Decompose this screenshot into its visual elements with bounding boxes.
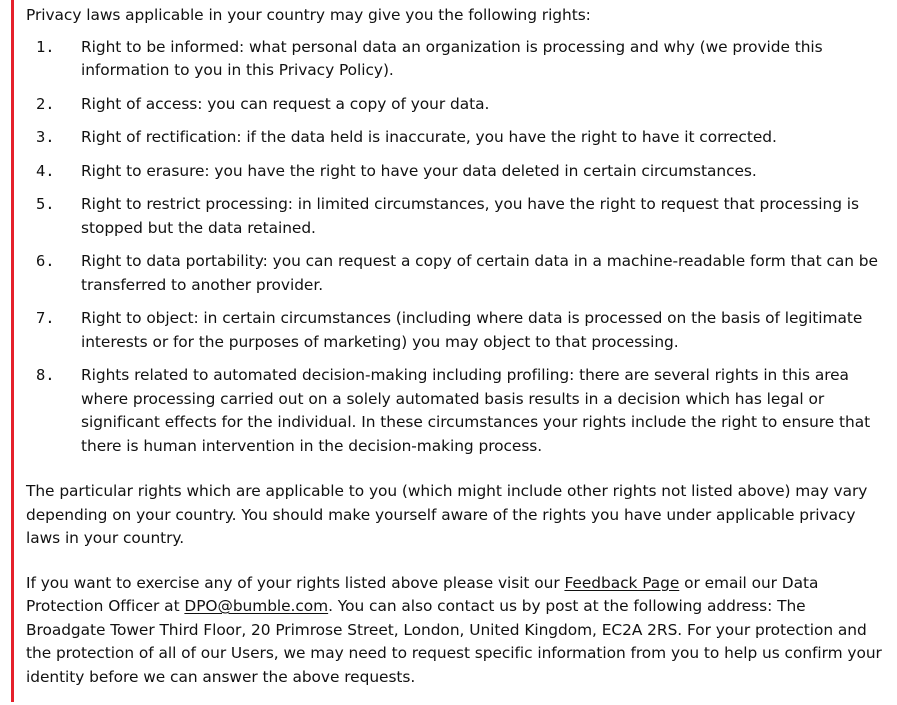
list-item-text: Right of rectification: if the data held is inaccurate, you have the right to have it corrected. xyxy=(81,128,777,146)
list-number: 6. xyxy=(36,252,55,270)
contact-paragraph xyxy=(26,572,882,690)
feedback-page-link[interactable]: Feedback Page xyxy=(564,573,680,592)
list-number: 5. xyxy=(36,195,55,213)
list-item-text: Right to object: in certain circumstances (including where data is processed on the basis of legitimate interests or for the purposes of marketing) you may object to that processing. xyxy=(81,309,863,351)
contact-text-start: If you want to exercise any of your rights listed above please visit our xyxy=(26,573,565,592)
list-item-text: Right to be informed: what personal data an organization is processing and why (we provide this information to you in this Privacy Policy). xyxy=(81,37,823,79)
list-number: 2. xyxy=(36,94,55,113)
dpo-email-link[interactable]: DPO@bumble.com xyxy=(184,597,329,615)
list-item xyxy=(26,250,882,297)
list-item xyxy=(26,193,882,240)
list-item-text: Rights related to automated decision-making including profiling: there are several rights in this area where processing carried out on a solely automated basis results in a decision which has legal or significant effects for the individual. In these circumstances your rights include the right to ensure that there is human intervention in the decision-making process. xyxy=(81,366,871,455)
rights-applicability-paragraph: The particular rights which are applicable to you (which might include other rights not listed above) may vary depending on your country. You should make yourself aware of the rights you have under applicable privacy laws in your country. xyxy=(26,482,868,547)
list-item xyxy=(26,307,882,354)
list-item xyxy=(26,364,882,458)
list-item xyxy=(26,126,882,150)
accent-bar xyxy=(11,0,14,702)
list-item-text: Right to restrict processing: in limited circumstances, you have the right to request that processing is stopped but the data retained. xyxy=(81,195,859,237)
contact-text-end: . You can also contact us by post at the following address: The Broadgate Tower Third Floor, 20 Primrose Street, London, United Kingdom, EC2A 2RS. For your protection and the protection of all of our Users, we may need to request specific information from you to help us confirm your identity before we can answer the above requests. xyxy=(26,597,882,686)
list-item xyxy=(26,93,882,117)
list-item-text: Right to erasure: you have the right to have your data deleted in certain circumstances. xyxy=(81,161,757,180)
list-item xyxy=(26,160,882,184)
list-item-text: Right of access: you can request a copy of your data. xyxy=(81,94,490,113)
list-item xyxy=(26,36,882,83)
rights-list xyxy=(26,36,882,459)
contact-text-middle: or email our Data Protection Officer at xyxy=(26,573,819,615)
list-number: 3. xyxy=(36,128,55,146)
list-number: 8. xyxy=(36,366,55,384)
list-number: 4. xyxy=(36,161,55,180)
list-number: 1. xyxy=(36,37,55,56)
intro-text: Privacy laws applicable in your country may give you the following rights: xyxy=(26,6,591,24)
policy-section xyxy=(26,4,882,689)
list-number: 7. xyxy=(36,309,55,327)
list-item-text: Right to data portability: you can request a copy of certain data in a machine-readable form that can be transferred to another provider. xyxy=(81,252,878,294)
